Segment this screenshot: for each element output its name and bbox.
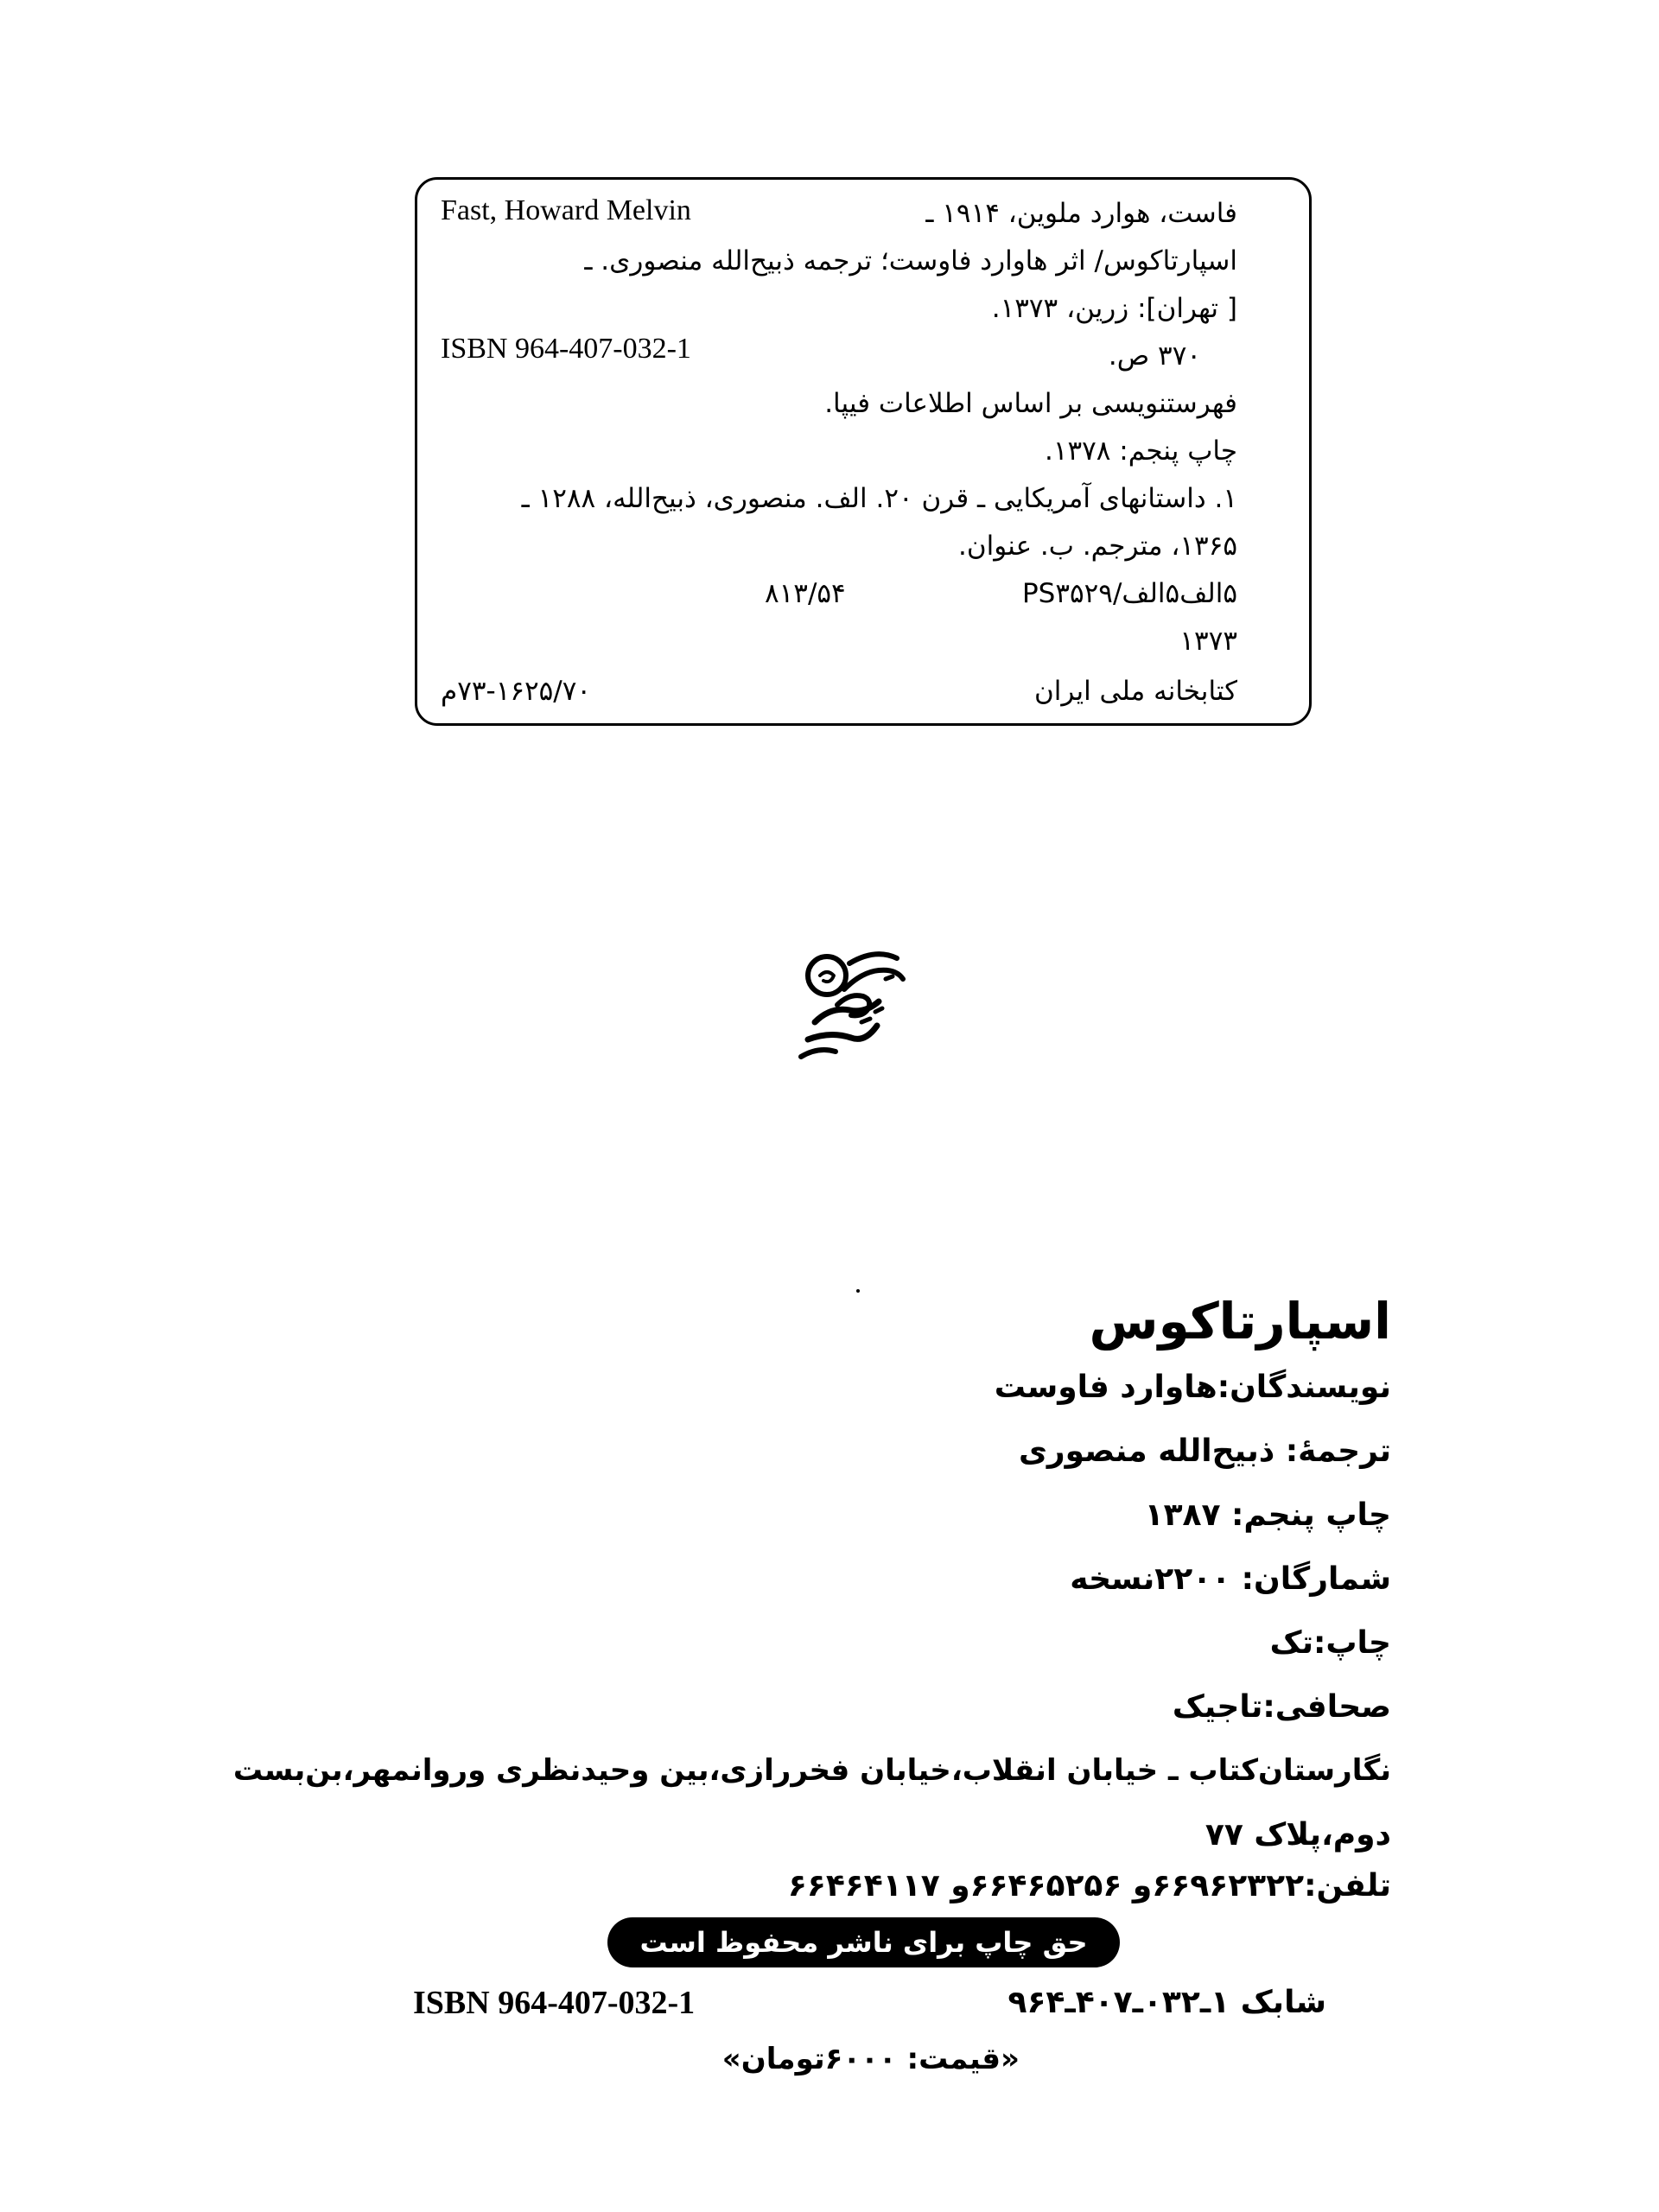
book-title: اسپارتاکوس [1089,1292,1391,1351]
cip-subject-2: ۱۳۶۵، مترجم. ب. عنوان. [957,531,1237,562]
cip-library: کتابخانه ملی ایران [1033,676,1237,707]
isbn-latin: ISBN 964-407-032-1 [413,1985,696,2021]
print-line: چاپ:تک [1269,1625,1391,1661]
copies-line: شمارگان: ۲۲۰۰نسخه [1070,1561,1391,1597]
address-line-1: نگارستان‌کتاب ـ خیابان انقلاب،خیابان فخررازی،بین وحیدنظری وروانمهر،بن‌بست [232,1753,1391,1788]
address-line-2: دوم،پلاک ۷۷ [1205,1817,1391,1853]
speck [856,1289,860,1293]
cip-subject-1: ۱. داستانهای آمریکایی ـ قرن ۲۰. الف. منصوری، ذبیح‌الله، ۱۲۸۸ ـ [521,483,1237,514]
cip-author-en: Fast, Howard Melvin [441,194,691,226]
cip-pages: ۳۷۰ ص. [1108,340,1201,372]
binding-line: صحافی:تاجیک [1172,1689,1391,1725]
cip-isbn: ISBN 964-407-032-1 [441,333,691,365]
cip-lc-class: ۵الف۵الف/PS۳۵۲۹ [1021,578,1237,609]
copyright-banner: حق چاپ برای ناشر محفوظ است [607,1917,1120,1967]
cip-year: ۱۳۷۳ [1179,626,1237,657]
edition-line: چاپ پنجم: ۱۳۸۷ [1144,1497,1391,1533]
cip-fipa-note: فهرستنویسی بر اساس اطلاعات فیپا. [824,388,1237,419]
cip-author-fa: فاست، هوارد ملوین، ۱۹۱۴ ـ [925,198,1237,229]
publisher-logo [782,938,920,1067]
phone-line: تلفن:۶۶۹۶۲۳۲۲و ۶۶۴۶۵۲۵۶و ۶۶۴۶۴۱۱۷ [787,1868,1391,1904]
cip-edition: چاپ پنجم: ۱۳۷۸. [1044,435,1237,467]
price-line: «قیمت: ۶۰۰۰تومان» [721,2042,1020,2076]
cip-title-line: اسپارتاکوس/ اثر هاوارد فاوست؛ ترجمه ذبیح‌الله منصوری. ـ [584,245,1237,276]
isbn-persian: شابک ۱ـ۰۳۲ـ۴۰۷ـ۹۶۴ [1007,1985,1326,2020]
cip-dewey: ۸۱۳/۵۴ [765,578,846,609]
translator-line: ترجمهٔ: ذبیح‌الله منصوری [1018,1433,1391,1469]
cip-record-number: ۷۳-۱۶۲۵/۷۰م [441,676,592,707]
cip-imprint-line: [ تهران]: زرین، ۱۳۷۳. [991,293,1237,324]
authors-line: نویسندگان:هاوارد فاوست [994,1370,1391,1405]
